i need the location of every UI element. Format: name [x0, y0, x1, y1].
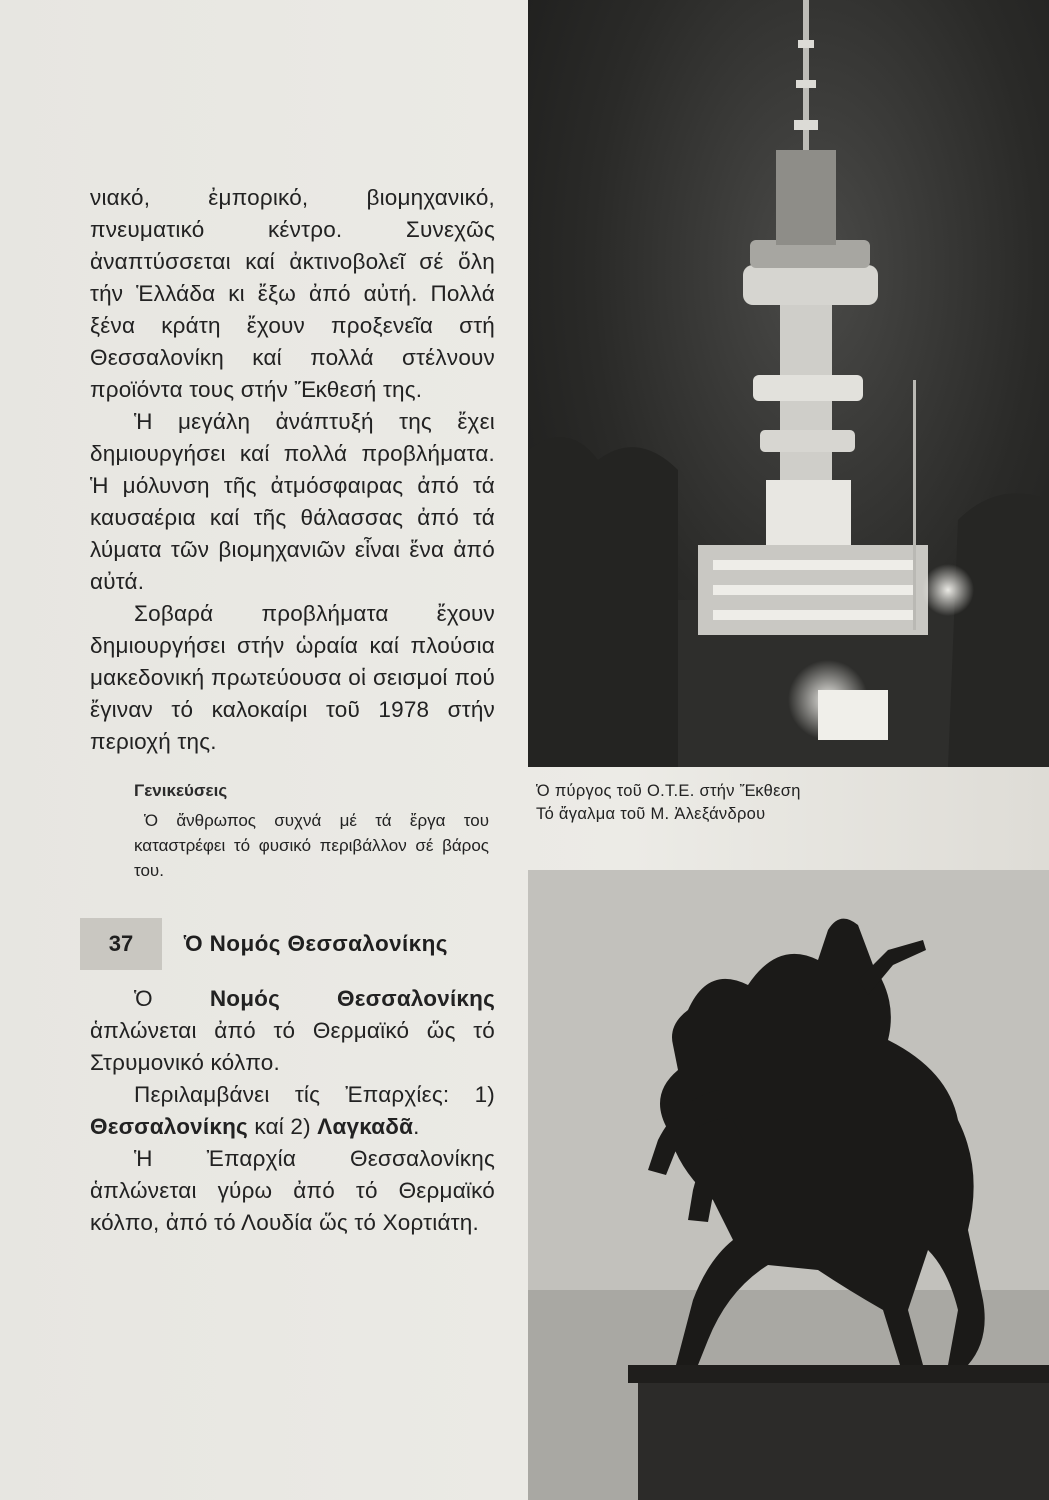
generalizations-box [134, 780, 489, 883]
photo-alexander-statue [528, 870, 1049, 1500]
paragraph-provinces [90, 1079, 495, 1143]
province-thessaloniki: Θεσσαλονίκης [90, 1114, 248, 1139]
prefecture-prefix: Ὁ [134, 986, 210, 1011]
section-title: Ὁ Νομός Θεσσαλονίκης [184, 931, 448, 956]
paragraph-problems: Ἡ μεγάλη ἀνάπτυξή της ἔχει δημιουργήσει καί πολλά προβλήματα. Ἡ μόλυνση τῆς ἀτμόσφαιρας ἀπό τά καυσαέρια καί τῆς θάλασσας ἀπό τά λύματα τῶν βιομηχανιῶν εἶναι ἕνα ἀπό αὐτά. [90, 409, 495, 594]
provinces-prefix: Περιλαμβάνει τίς Ἐπαρχίες: 1) [134, 1082, 495, 1107]
generalizations-text: Ὁ ἄνθρωπος συχνά μέ τά ἔργα του καταστρέφει τό φυσικό περιβάλλον σέ βάρος του. [134, 811, 489, 880]
generalizations-title: Γενικεύσεις [134, 781, 228, 800]
paragraph-province-thessaloniki: Ἡ Ἐπαρχία Θεσσαλονίκης ἁπλώνεται γύρω ἀπό τό Θερμαϊκό κόλπο, ἀπό τό Λουδία ὥς τό Χορτιάτη. [90, 1146, 495, 1235]
prefecture-suffix: ἁπλώνεται ἀπό τό Θερμαϊκό ὥς τό Στρυμονικό κόλπο. [90, 1018, 495, 1075]
photo-captions [536, 780, 996, 826]
tower-illustration [528, 0, 1049, 767]
paragraph-earthquakes: Σοβαρά προβλήματα ἔχουν δημιουργήσει στήν ὡραία καί πλούσια μακεδονική πρωτεύουσα οἱ σεισμοί πού ἔγιναν τό καλοκαίρι τοῦ 1978 στήν περιοχή της. [90, 601, 495, 754]
provinces-suffix: . [413, 1114, 420, 1139]
provinces-mid: καί 2) [247, 1114, 318, 1139]
photo-ote-tower [528, 0, 1049, 767]
prefecture-name: Νομός Θεσσαλονίκης [209, 986, 495, 1011]
province-lagkadas: Λαγκαδᾶ [317, 1114, 414, 1139]
paragraph-prefecture [90, 983, 495, 1079]
caption-tower: Ὁ πύργος τοῦ Ο.Τ.Ε. στήν Ἔκθεση [536, 782, 801, 800]
statue-illustration [528, 870, 1049, 1500]
caption-statue: Τό ἄγαλμα τοῦ Μ. Ἀλεξάνδρου [536, 805, 766, 823]
section-number: 37 [80, 918, 162, 970]
paragraph-city-center: νιακό, ἐμπορικό, βιομηχανικό, πνευματικό κέντρο. Συνεχῶς ἀναπτύσσεται καί ἀκτινοβολεῖ σέ ὅλη τήν Ἑλλάδα κι ἔξω ἀπό αὐτή. Πολλά ξένα κράτη ἔχουν προξενεῖα στή Θεσσαλονίκη καί πολλά στέλνουν προϊόντα τους στήν Ἔκθεσή της. [90, 185, 495, 402]
text-column [90, 182, 495, 1239]
section-body [90, 983, 495, 1239]
section-header [90, 917, 495, 971]
